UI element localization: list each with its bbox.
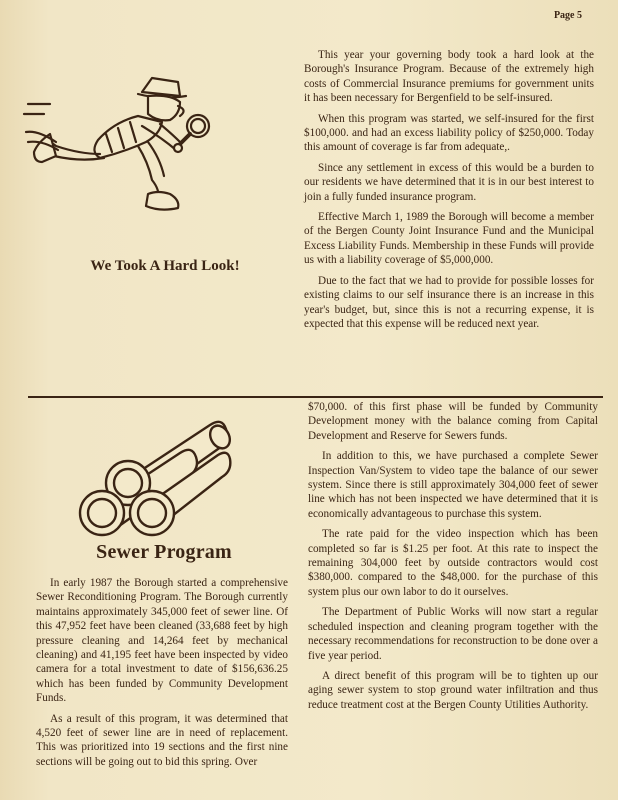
insurance-article	[304, 48, 594, 337]
paragraph: Since any settlement in excess of this would be a burden to our residents we have determined that it is in our best interest to join a fully funded insurance program.	[304, 161, 594, 203]
paragraph: Effective March 1, 1989 the Borough will become a member of the Bergen County Joint Insurance Fund and the Municipal Excess Liability Funds. Membership in these Funds will provide us with a liability coverage of $5,000,000.	[304, 211, 594, 267]
paragraph: In addition to this, we have purchased a complete Sewer Inspection Van/System to video tape the balance of our sewer system. Since there is still approximately 304,000 feet of sewer line which has not been inspected we have determined that it is economically advantageous to purchase this system.	[308, 450, 598, 520]
paragraph: $70,000. of this first phase will be funded by Community Development money with the balance coming from Capital Development and Reserve for Sewers funds.	[308, 401, 598, 442]
paragraph: In early 1987 the Borough started a comprehensive Sewer Reconditioning Program. The Borough currently maintains approximately 345,000 feet of sewer line. Of this 47,952 feet have been cleaned (33,688 feet by high pressure cleaning and 14,264 feet by mechanical cleaning) and 41,195 feet have been inspected by video camera for a total investment to date of $156,636.25 which has been funded by Community Development Funds.	[36, 577, 288, 705]
sewer-pipes-illustration	[72, 403, 232, 538]
paragraph: As a result of this program, it was determined that 4,520 feet of sewer line are in need of replacement. This was prioritized into 19 sections and the first nine sections will be going out to bid this spring. Over	[36, 712, 288, 768]
detective-with-magnifying-glass-illustration	[20, 30, 215, 215]
paragraph: The Department of Public Works will now start a regular scheduled inspection and cleaning program together with the necessary recommendations for reconstruction to be done over a five year period.	[308, 606, 598, 662]
paragraph: A direct benefit of this program will be to tighten up our aging sewer system to stop ground water infiltration and thus reduce treatment cost at the Bergen County Utilities Authority.	[308, 669, 598, 711]
paragraph: This year your governing body took a hard look at the Borough's Insurance Program. Because of the extremely high costs of Commercial Insurance premiums for government units it has been necessary for Bergenfield to be self-insured.	[304, 49, 594, 105]
sewer-program-heading: Sewer Program	[96, 541, 232, 563]
paragraph: When this program was started, we self-insured for the first $100,000. and had an excess liability policy of $250,000. Today this amount of coverage is far from adequate,.	[304, 112, 594, 154]
section-divider	[28, 396, 603, 398]
page-number: Page 5	[553, 10, 582, 21]
hard-look-heading: We Took A Hard Look!	[90, 258, 240, 274]
paragraph: Due to the fact that we had to provide for possible losses for existing claims to our self insurance there is an increase in this year's budget, but, since this is not a recurring expense, it is expected that this expense will be reduced next year.	[304, 274, 594, 330]
sewer-article-right-column	[308, 400, 598, 718]
sewer-article-left-column	[36, 576, 288, 775]
paragraph: The rate paid for the video inspection which has been completed so far is $1.25 per foot. At this rate to inspect the remaining 304,000 feet by outside contractors would cost $380,000. compared to the $48,000. for the purchase of this system plus our own labor to do it ourselves.	[308, 528, 598, 598]
